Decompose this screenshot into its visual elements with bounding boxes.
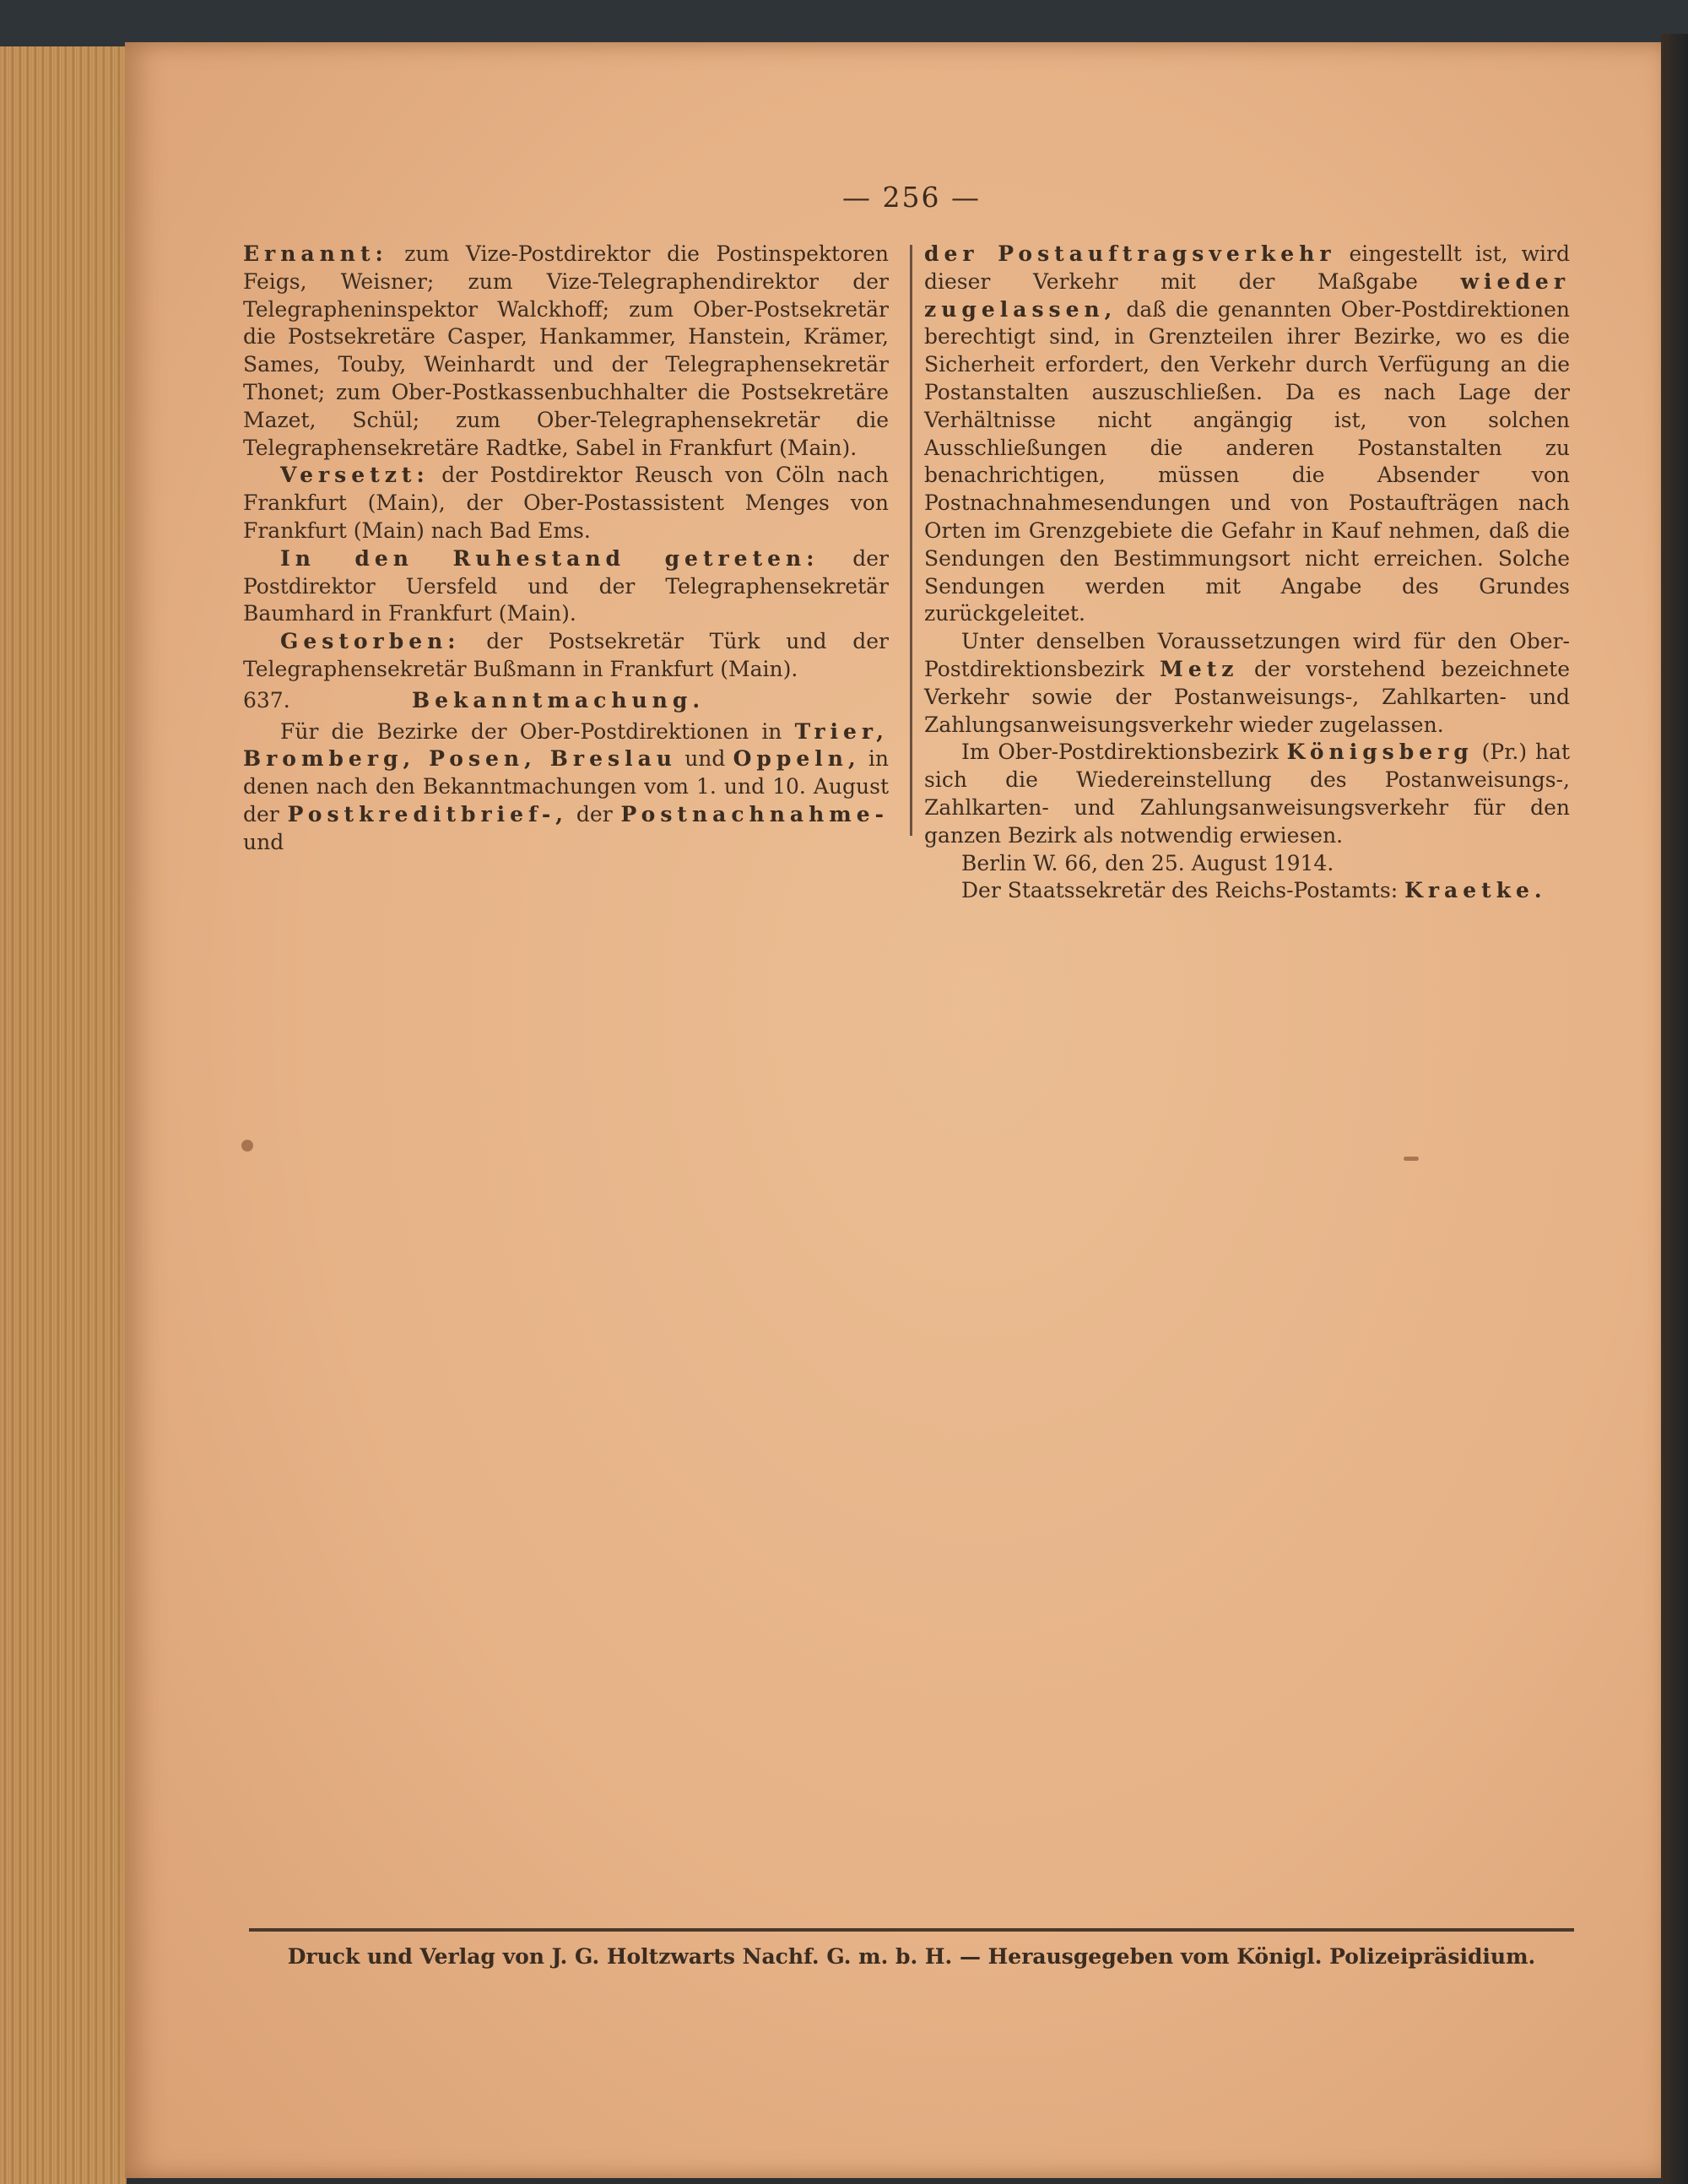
- transfers-text: der Postdirektor Reusch von Cöln nach Frankfurt (Main), der Ober-Postassistent Menges von Frankfurt (Main) nach Bad Ems.: [243, 463, 889, 543]
- notice-title: Bekanntmachung.: [412, 687, 706, 713]
- column-divider: [910, 245, 912, 836]
- notice-places: Trier, Bromberg, Posen, Breslau: [243, 718, 889, 772]
- koenigsberg-paragraph: [924, 739, 1570, 849]
- retirement-text: der Postdirektor Uersfeld und der Telegraphensekretär Baumhard in Frankfurt (Main).: [243, 545, 889, 626]
- signature-line: [924, 877, 1570, 905]
- page-stain: [1404, 1157, 1419, 1161]
- date-line: Berlin W. 66, den 25. August 1914.: [961, 850, 1334, 875]
- transfers-paragraph: [243, 462, 889, 545]
- koenigsberg-text-2: (Pr.) hat sich die Wiedereinstellung des Postanweisungs-, Zahlkarten- und Zahlungsanweisungsverkehr für den ganzen Bezirk als notwendig erwiesen.: [924, 740, 1571, 848]
- metz-name: Metz: [1160, 656, 1239, 681]
- deaths-paragraph: [243, 628, 889, 684]
- continuation-text-1: eingestellt ist, wird dieser Verkehr mit der Maßgabe: [924, 241, 1570, 294]
- notice-und: und: [684, 746, 726, 772]
- left-column: [243, 241, 889, 857]
- notice-postkredit: Postkreditbrief-,: [287, 801, 568, 826]
- right-column: [924, 241, 1570, 905]
- appointments-label: Ernannt:: [243, 241, 388, 266]
- notice-postnachnahme: Postnachnahme-: [620, 801, 890, 826]
- continuation-spaced: wieder zugelassen,: [924, 268, 1571, 322]
- koenigsberg-text-1: Im Ober-Postdirektionsbezirk: [961, 740, 1279, 765]
- metz-paragraph: [924, 628, 1570, 739]
- signature-text: Der Staatssekretär des Reichs-Postamts:: [961, 878, 1399, 903]
- transfers-label: Versetzt:: [280, 463, 430, 488]
- page-stain: [241, 1140, 253, 1152]
- book-right-edge: [1661, 34, 1688, 2184]
- notice-paragraph: [243, 718, 889, 857]
- publisher-footer: Druck und Verlag von J. G. Holtzwarts Nachf. G. m. b. H. — Herausgegeben vom Königl. Polizeipräsidium.: [287, 1944, 1536, 1969]
- notice-number: 637.: [243, 687, 290, 713]
- page-number: — 256 —: [842, 181, 981, 214]
- metz-text-1: Unter denselben Voraussetzungen wird für den Ober-Postdirektionsbezirk: [924, 629, 1570, 681]
- notice-oppeln: Oppeln,: [733, 746, 861, 772]
- footer-rule: [249, 1928, 1574, 1932]
- appointments-text: zum Vize-Postdirektor die Postinspektoren Feigs, Weisner; zum Vize-Telegraphendirektor der Telegrapheninspektor Walckhoff; zum Ober-Postsekretär die Postsekretäre Casper, Hankammer, Hanstein, Krämer, Sames, Touby, Weinhardt und der Telegraphensekretär Thonet; zum Ober-Postkassenbuchhalter die Postsekretäre Mazet, Schül; zum Ober-Telegraphensekretär die Telegraphensekretäre Radtke, Sabel in Frankfurt (Main).: [243, 241, 889, 460]
- book-page-edges: [0, 46, 127, 2184]
- retirement-label: In den Ruhestand getreten:: [280, 545, 820, 571]
- retirement-paragraph: [243, 545, 889, 628]
- koenigsberg-name: Königsberg: [1286, 740, 1474, 765]
- deaths-label: Gestorben:: [280, 629, 461, 654]
- signature-name: Kraetke.: [1404, 878, 1547, 903]
- notice-der: der: [576, 801, 613, 826]
- continuation-text-2: daß die genannten Ober-Postdirektionen berechtigt sind, in Grenzteilen ihrer Bezirke, wo es die Sicherheit erfordert, den Verkehr durch Verfügung an die Postanstalten auszuschließen. Da es nach Lage der Verhältnisse nicht angängig ist, von solchen Ausschließungen die anderen Postanstalten zu benachrichtigen, müssen die Absender von Postnachnahmesendungen und von Postaufträgen nach Orten im Grenzgebiete die Gefahr in Kauf nehmen, daß die Sendungen den Bestimmungsort nicht erreichen. Solche Sendungen werden mit Angabe des Grundes zurückgeleitet.: [924, 296, 1570, 626]
- notice-und-2: und: [243, 829, 284, 854]
- metz-text-2: der vorstehend bezeichnete Verkehr sowie der Postanweisungs-, Zahlkarten- und Zahlungsanweisungsverkehr wieder zugelassen.: [924, 656, 1570, 737]
- notice-text-1: Für die Bezirke der Ober-Postdirektionen in: [280, 718, 782, 744]
- notice-heading: [243, 687, 889, 715]
- deaths-text: der Postsekretär Türk und der Telegraphensekretär Bußmann in Frankfurt (Main).: [243, 629, 889, 681]
- continuation-paragraph: [924, 241, 1570, 628]
- notice-text-2: in denen nach den Bekanntmachungen vom 1. und 10. August der: [243, 746, 890, 826]
- continuation-label: der Postauftragsverkehr: [924, 241, 1336, 266]
- appointments-paragraph: [243, 241, 889, 462]
